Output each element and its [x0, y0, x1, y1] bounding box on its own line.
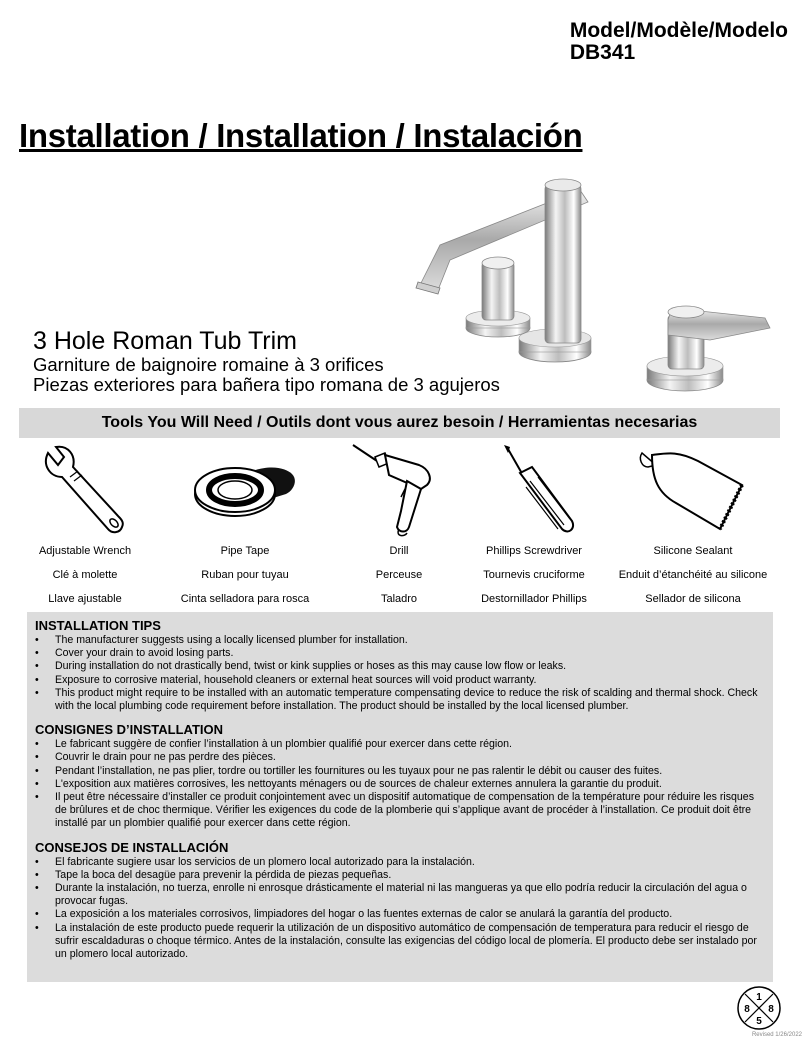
tool-label-fr: Tournevis cruciforme: [483, 569, 585, 581]
tool-label-en: Drill: [389, 545, 409, 557]
list-item: • Tape la boca del desagüe para prevenir la pérdida de piezas pequeñas.: [55, 869, 773, 882]
list-item: • Le fabricant suggère de confier l’installation à un plombier qualifié pour exercer dans cette région.: [55, 738, 773, 751]
list-item: • Durante la instalación, no tuerza, enrolle ni enrosque drásticamente el material ni las mangueras ya que ello podría reducir la circulación del agua o provocar fugas.: [55, 882, 773, 908]
tips-section-en: [27, 618, 773, 713]
product-title: [33, 327, 500, 395]
list-item: • La exposición a los materiales corrosivos, limpiadores del hogar o las fuentes externas de calor se anulará la garantía del producto.: [55, 908, 773, 921]
list-item: • The manufacturer suggests using a locally licensed plumber for installation.: [55, 634, 773, 647]
revised-date: Revised 1/26/2022: [751, 1032, 802, 1038]
list-item: • L'exposition aux matières corrosives, les nettoyants ménagers ou de sources de chaleur externes annulera la garantie du produit.: [55, 778, 773, 791]
logo-digit-bottom: 5: [756, 1016, 762, 1027]
list-item: • La instalación de este producto puede requerir la utilización de un dispositivo automático de compensación de temperatura para reducir el riesgo de sufrir escaldaduras o choque térmico. Antes de la instalación, consulte las exigencias del código local de plomería. El producto debe ser instalado por un plomero local autorizado.: [55, 922, 773, 962]
page-title: Installation / Installation / Instalación: [19, 117, 583, 154]
tips-heading-en: INSTALLATION TIPS: [35, 618, 161, 633]
list-item: • Couvrir le drain pour ne pas perdre des pièces.: [55, 751, 773, 764]
tips-list-es: [27, 856, 773, 962]
tool-pipe-tape: [165, 440, 325, 618]
tips-heading-es: CONSEJOS DE INSTALLACIÓN: [35, 839, 229, 855]
model-label: Model/Modèle/Modelo: [569, 19, 788, 42]
drill-icon: [349, 441, 449, 539]
logo-digit-right: 8: [768, 1004, 774, 1015]
tool-label-es: Cinta selladora para rosca: [180, 593, 310, 605]
screwdriver-icon: [484, 441, 584, 539]
logo-digit-left: 8: [744, 1004, 750, 1015]
tool-adjustable-wrench: [5, 440, 165, 618]
list-item: • Cover your drain to avoid losing parts.: [55, 647, 773, 660]
logo-digit-top: 1: [756, 992, 762, 1003]
tool-label-es: Sellador de silicona: [645, 593, 741, 605]
tool-label-fr: Perceuse: [375, 569, 423, 581]
list-item: • Exposure to corrosive material, household cleaners or external heat sources will void product warranty.: [55, 674, 773, 687]
list-item: • Pendant l’installation, ne pas plier, tordre ou tortiller les fournitures ou les tuyaux pour ne pas ralentir le débit ou causer des fuites.: [55, 765, 773, 778]
tool-label-fr: Enduit d’étanchéité au silicone: [618, 569, 768, 581]
tips-heading-fr: CONSIGNES D’INSTALLATION: [35, 722, 224, 738]
tips-section-fr: [27, 722, 773, 830]
list-item: • During installation do not drastically bend, twist or kink supplies or hoses as this may cause low flow or leaks.: [55, 660, 773, 673]
tool-label-en: Adjustable Wrench: [38, 545, 132, 557]
list-item: • El fabricante sugiere usar los servicios de un plomero local autorizado para la instalación.: [55, 856, 773, 869]
product-title-es: Piezas exteriores para bañera tipo romana de 3 agujeros: [33, 374, 500, 395]
pipe-tape-icon: [190, 450, 300, 530]
tool-label-fr: Clé à molette: [52, 569, 118, 581]
tool-label-fr: Ruban pour tuyau: [201, 569, 289, 581]
tool-label-es: Taladro: [380, 593, 418, 605]
tool-phillips-screwdriver: [454, 440, 614, 618]
list-item: • This product might require to be installed with an automatic temperature compensating device to reduce the risk of scalding and thermal shock. Check with the local plumbing code requirement before installation. The product should be installed by the local licensed plumber.: [55, 687, 773, 713]
model-number: DB341: [569, 41, 636, 64]
tips-section-es: [27, 840, 773, 962]
tool-label-en: Phillips Screwdriver: [486, 545, 582, 557]
tool-silicone-sealant: [613, 440, 773, 618]
tool-label-es: Llave ajustable: [48, 593, 122, 605]
model-header: [570, 20, 788, 64]
product-title-en: 3 Hole Roman Tub Trim: [33, 327, 297, 355]
tips-list-en: [27, 634, 773, 713]
wrench-icon: [40, 443, 130, 538]
tool-label-es: Destornillador Phillips: [481, 593, 587, 605]
tools-heading: Tools You Will Need / Outils dont vous aurez besoin / Herramientas necesarias: [19, 408, 780, 438]
product-title-fr: Garniture de baignoire romaine à 3 orifices: [33, 354, 384, 375]
list-item: • Il peut être nécessaire d’installer ce produit conjointement avec un dispositif automatique de compensation de la température pour réduire les risques de brûlures et de choc thermique. Vérifier les exigences du code de la plomberie qui s’applique avant de procéder à l’installation. Ce produit doit être installé par un plombier qualifié pour exercer dans cette région.: [55, 791, 773, 831]
tips-list-fr: [27, 738, 773, 830]
brand-logo: [736, 985, 782, 1031]
installation-tips-panel: [27, 612, 773, 982]
tool-label-en: Pipe Tape: [220, 545, 270, 557]
tool-label-en: Silicone Sealant: [653, 545, 733, 557]
sealant-tube-icon: [638, 445, 748, 535]
